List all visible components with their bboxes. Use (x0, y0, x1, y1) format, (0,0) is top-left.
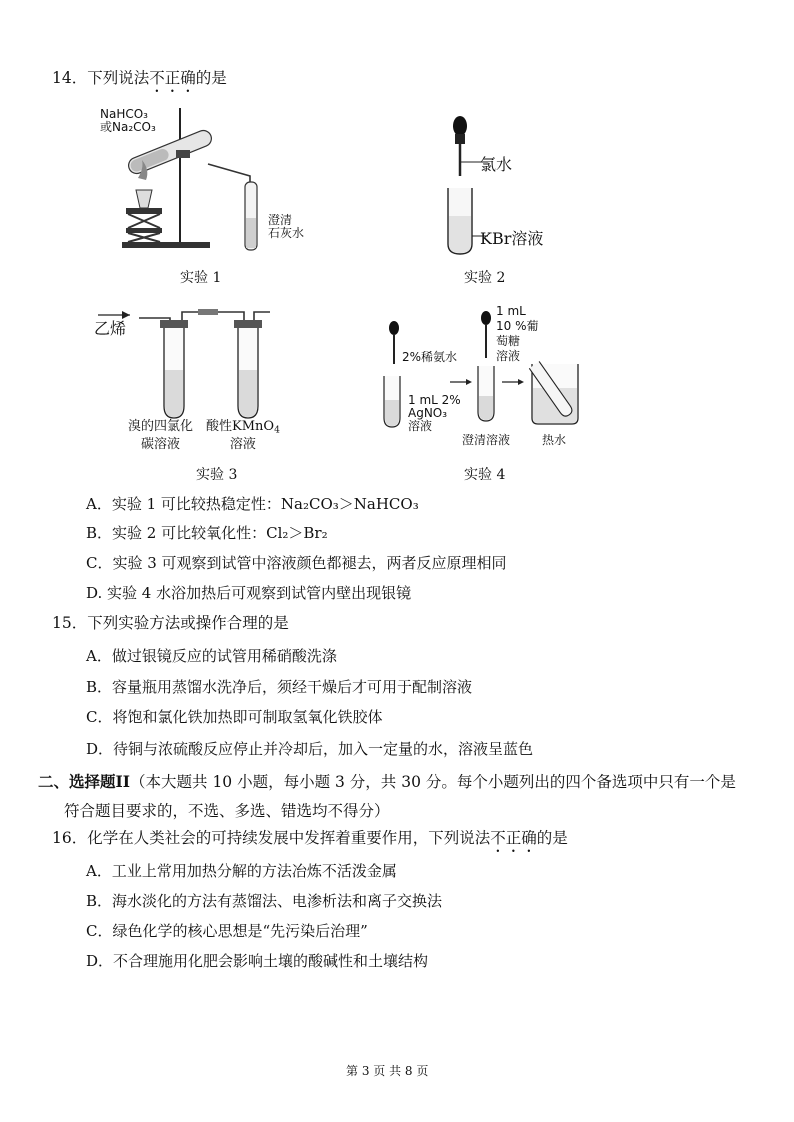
kmno4-subscript: 4 (274, 425, 280, 436)
question-number: 16． (52, 829, 88, 847)
experiment-2-caption: 实验 2 (464, 270, 506, 286)
ammonia-label: 2%稀氨水 (402, 350, 458, 364)
limewater-line2: 石灰水 (268, 226, 305, 240)
question-number: 14． (52, 69, 88, 87)
kmno4-label (206, 418, 280, 454)
emphasis-text: 不正确 (490, 829, 537, 847)
hot-water-label: 热水 (542, 433, 567, 447)
emphasis-text: 不正确 (149, 69, 196, 87)
burner-stand (122, 160, 166, 248)
experiment-1-figure (98, 107, 305, 258)
experiment-2-figure (440, 112, 560, 262)
agno3-solution (385, 400, 399, 426)
experiment-4-figure (380, 300, 590, 460)
chlorine-water-label: 氯水 (480, 155, 513, 174)
experiment-3-caption: 实验 3 (196, 467, 238, 483)
q15-option-b: B．容量瓶用蒸馏水洗净后，须经干燥后才可用于配制溶液 (86, 678, 473, 696)
agno3-line1: 1 mL 2% (408, 393, 461, 407)
dropper-bulb (453, 116, 467, 136)
q16-option-d: D．不合理施用化肥会影响土壤的酸碱性和土壤结构 (86, 952, 429, 970)
bromine-label (128, 418, 193, 454)
agno3-label (408, 394, 461, 433)
experiment-3-figure (94, 300, 294, 460)
stem-text: 下列说法 (87, 69, 150, 87)
exp1-label-line1: NaHCO₃ (100, 107, 148, 121)
dropper-2-bulb (481, 311, 491, 325)
limewater-liquid (246, 218, 256, 248)
clear-solution (479, 396, 493, 420)
section-2-desc-line2: 符合题目要求的，不选、多选、错选均不得分） (64, 802, 390, 820)
q16-option-b: B．海水淡化的方法有蒸馏法、电渗析法和离子交换法 (86, 892, 443, 910)
experiment-4-caption: 实验 4 (464, 467, 506, 483)
clamp (176, 150, 190, 158)
exp1-label-line2: 或Na₂CO₃ (100, 120, 156, 134)
glucose-line3: 萄糖 (496, 334, 521, 348)
q14-option-d: D. 实验 4 水浴加热后可观察到试管内壁出现银镜 (86, 584, 412, 602)
dropper-1-bulb (389, 321, 399, 335)
bromine-label-line1: 溴的四氯化 (128, 419, 194, 434)
exp1-limewater-label (268, 214, 304, 240)
glucose-line1: 1 mL (496, 304, 526, 318)
agno3-line3: 溶液 (408, 419, 433, 433)
glucose-line2: 10 %葡 (496, 319, 539, 333)
stem-text: 的是 (536, 829, 568, 847)
section-2-title: 二、选择题II (38, 772, 131, 791)
stem-text: 化学在人类社会的可持续发展中发挥着重要作用，下列说法 (87, 829, 491, 847)
stopper-right (234, 320, 262, 328)
kbr-solution-label: KBr溶液 (480, 229, 544, 248)
q15-option-a: A．做过银镜反应的试管用稀硝酸洗涤 (86, 647, 337, 665)
outlet-tube (254, 312, 270, 320)
q16-option-c: C．绿色化学的核心思想是“先污染后治理” (86, 922, 368, 940)
experiment-1-caption: 实验 1 (180, 270, 222, 286)
q14-option-c: C．实验 3 可观察到试管中溶液颜色都褪去，两者反应原理相同 (86, 554, 507, 572)
agno3-line2: AgNO₃ (408, 406, 448, 420)
delivery-tube (208, 164, 250, 246)
tube-joint (198, 309, 218, 315)
stand-base (160, 242, 210, 248)
glucose-line4: 溶液 (496, 349, 521, 363)
arrow-2-head (518, 379, 524, 385)
ethylene-label: 乙烯 (94, 319, 127, 338)
kmno4-label-line2: 溶液 (229, 437, 256, 452)
question-16-stem (52, 826, 568, 856)
kmno4-solution (239, 370, 257, 417)
question-14-stem (52, 66, 227, 96)
q15-option-c: C．将饱和氯化铁加热即可制取氢氧化铁胶体 (86, 708, 383, 726)
section-2-header (38, 770, 736, 792)
dropper-neck (455, 134, 465, 144)
q14-option-b: B．实验 2 可比较氧化性：Cl₂＞Br₂ (86, 524, 328, 542)
bromine-solution (165, 370, 183, 417)
section-2-desc-line1: （本大题共 10 小题，每小题 3 分，共 30 分。每个小题列出的四个备选项中只有一个是 (130, 773, 736, 791)
bromine-label-line2: 碳溶液 (141, 437, 181, 452)
test-tube-large (126, 128, 214, 176)
stopper-left (160, 320, 188, 328)
kmno4-label-line1: 酸性KMnO (206, 419, 275, 434)
q14-option-a: A．实验 1 可比较热稳定性：Na₂CO₃＞NaHCO₃ (86, 495, 419, 513)
kbr-solution (449, 216, 471, 253)
q15-option-d: D．待铜与浓硫酸反应停止并冷却后，加入一定量的水，溶液呈蓝色 (86, 740, 534, 758)
glucose-label (496, 304, 539, 364)
arrow-1-head (466, 379, 472, 385)
limewater-line1: 澄清 (268, 213, 293, 227)
question-15-stem: 15．下列实验方法或操作合理的是 (52, 614, 289, 632)
clear-solution-label: 澄清溶液 (462, 433, 511, 447)
q16-option-a: A．工业上常用加热分解的方法冶炼不活泼金属 (86, 862, 397, 880)
exp1-reagent-label (100, 108, 156, 134)
page-footer: 第 3 页 共 8 页 (346, 1064, 429, 1078)
stem-text: 的是 (195, 69, 227, 87)
